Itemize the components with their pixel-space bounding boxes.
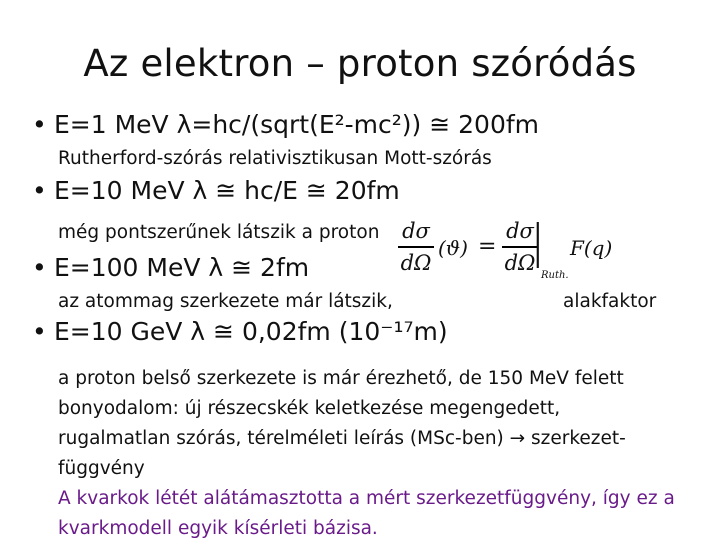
formula-rhs-numerator: dσ: [506, 219, 534, 243]
bullet-dot-icon: •: [32, 176, 47, 205]
formula-lhs-numerator: dσ: [402, 219, 430, 243]
formula-equals: =: [478, 234, 497, 259]
bullet-3: [32, 253, 309, 282]
bullet-1-note: Rutherford-szórás relativisztikusan Mott-szórás: [58, 148, 492, 169]
bullet-dot-icon: •: [32, 110, 47, 139]
bullet-1: [32, 110, 539, 139]
bullet-2-note: még pontszerűnek látszik a proton: [58, 222, 380, 243]
mott-formula: [398, 214, 630, 284]
bullet-2-text: E=10 MeV λ ≅ hc/E ≅ 20fm: [54, 176, 400, 205]
formula-subscript: Ruth.: [541, 270, 569, 281]
bullet-2: [32, 176, 400, 205]
formula-lhs-fraction: [398, 218, 434, 276]
bullet-3-note: az atommag szerkezete már látszik,: [58, 291, 393, 312]
bullet-1-text: E=1 MeV λ=hc/(sqrt(E²-mc²)) ≅ 200fm: [54, 110, 540, 139]
bullet-dot-icon: •: [32, 253, 47, 282]
bullet-dot-icon: •: [32, 317, 47, 346]
evaluation-bar-icon: |: [533, 214, 543, 268]
bullet-4: [32, 317, 448, 346]
bullet-4-text: E=10 GeV λ ≅ 0,02fm (10⁻¹⁷m): [54, 317, 448, 346]
slide-title: Az elektron – proton szóródás: [83, 42, 637, 85]
bullet-3-text: E=100 MeV λ ≅ 2fm: [54, 253, 310, 282]
explanation-paragraph: a proton belső szerkezete is már érezhető, de 150 MeV felett bonyodalom: új részecskék keletkezése megengedett, rugalmatlan szórás, térelméleti leírás (MSc-ben) → szerkezet-függvény: [58, 368, 626, 479]
formula-rhs-denominator: dΩ: [504, 250, 536, 275]
formula-caption: alakfaktor: [563, 291, 657, 312]
conclusion-paragraph: A kvarkok létét alátámasztotta a mért szerkezetfüggvény, így ez a kvarkmodell egyik kísérleti bázisa.: [58, 488, 675, 539]
formula-argument: (ϑ): [438, 236, 468, 260]
formula-lhs-denominator: dΩ: [400, 250, 432, 275]
fraction-bar: [398, 246, 434, 248]
formula-form-factor: F(q): [570, 236, 613, 260]
